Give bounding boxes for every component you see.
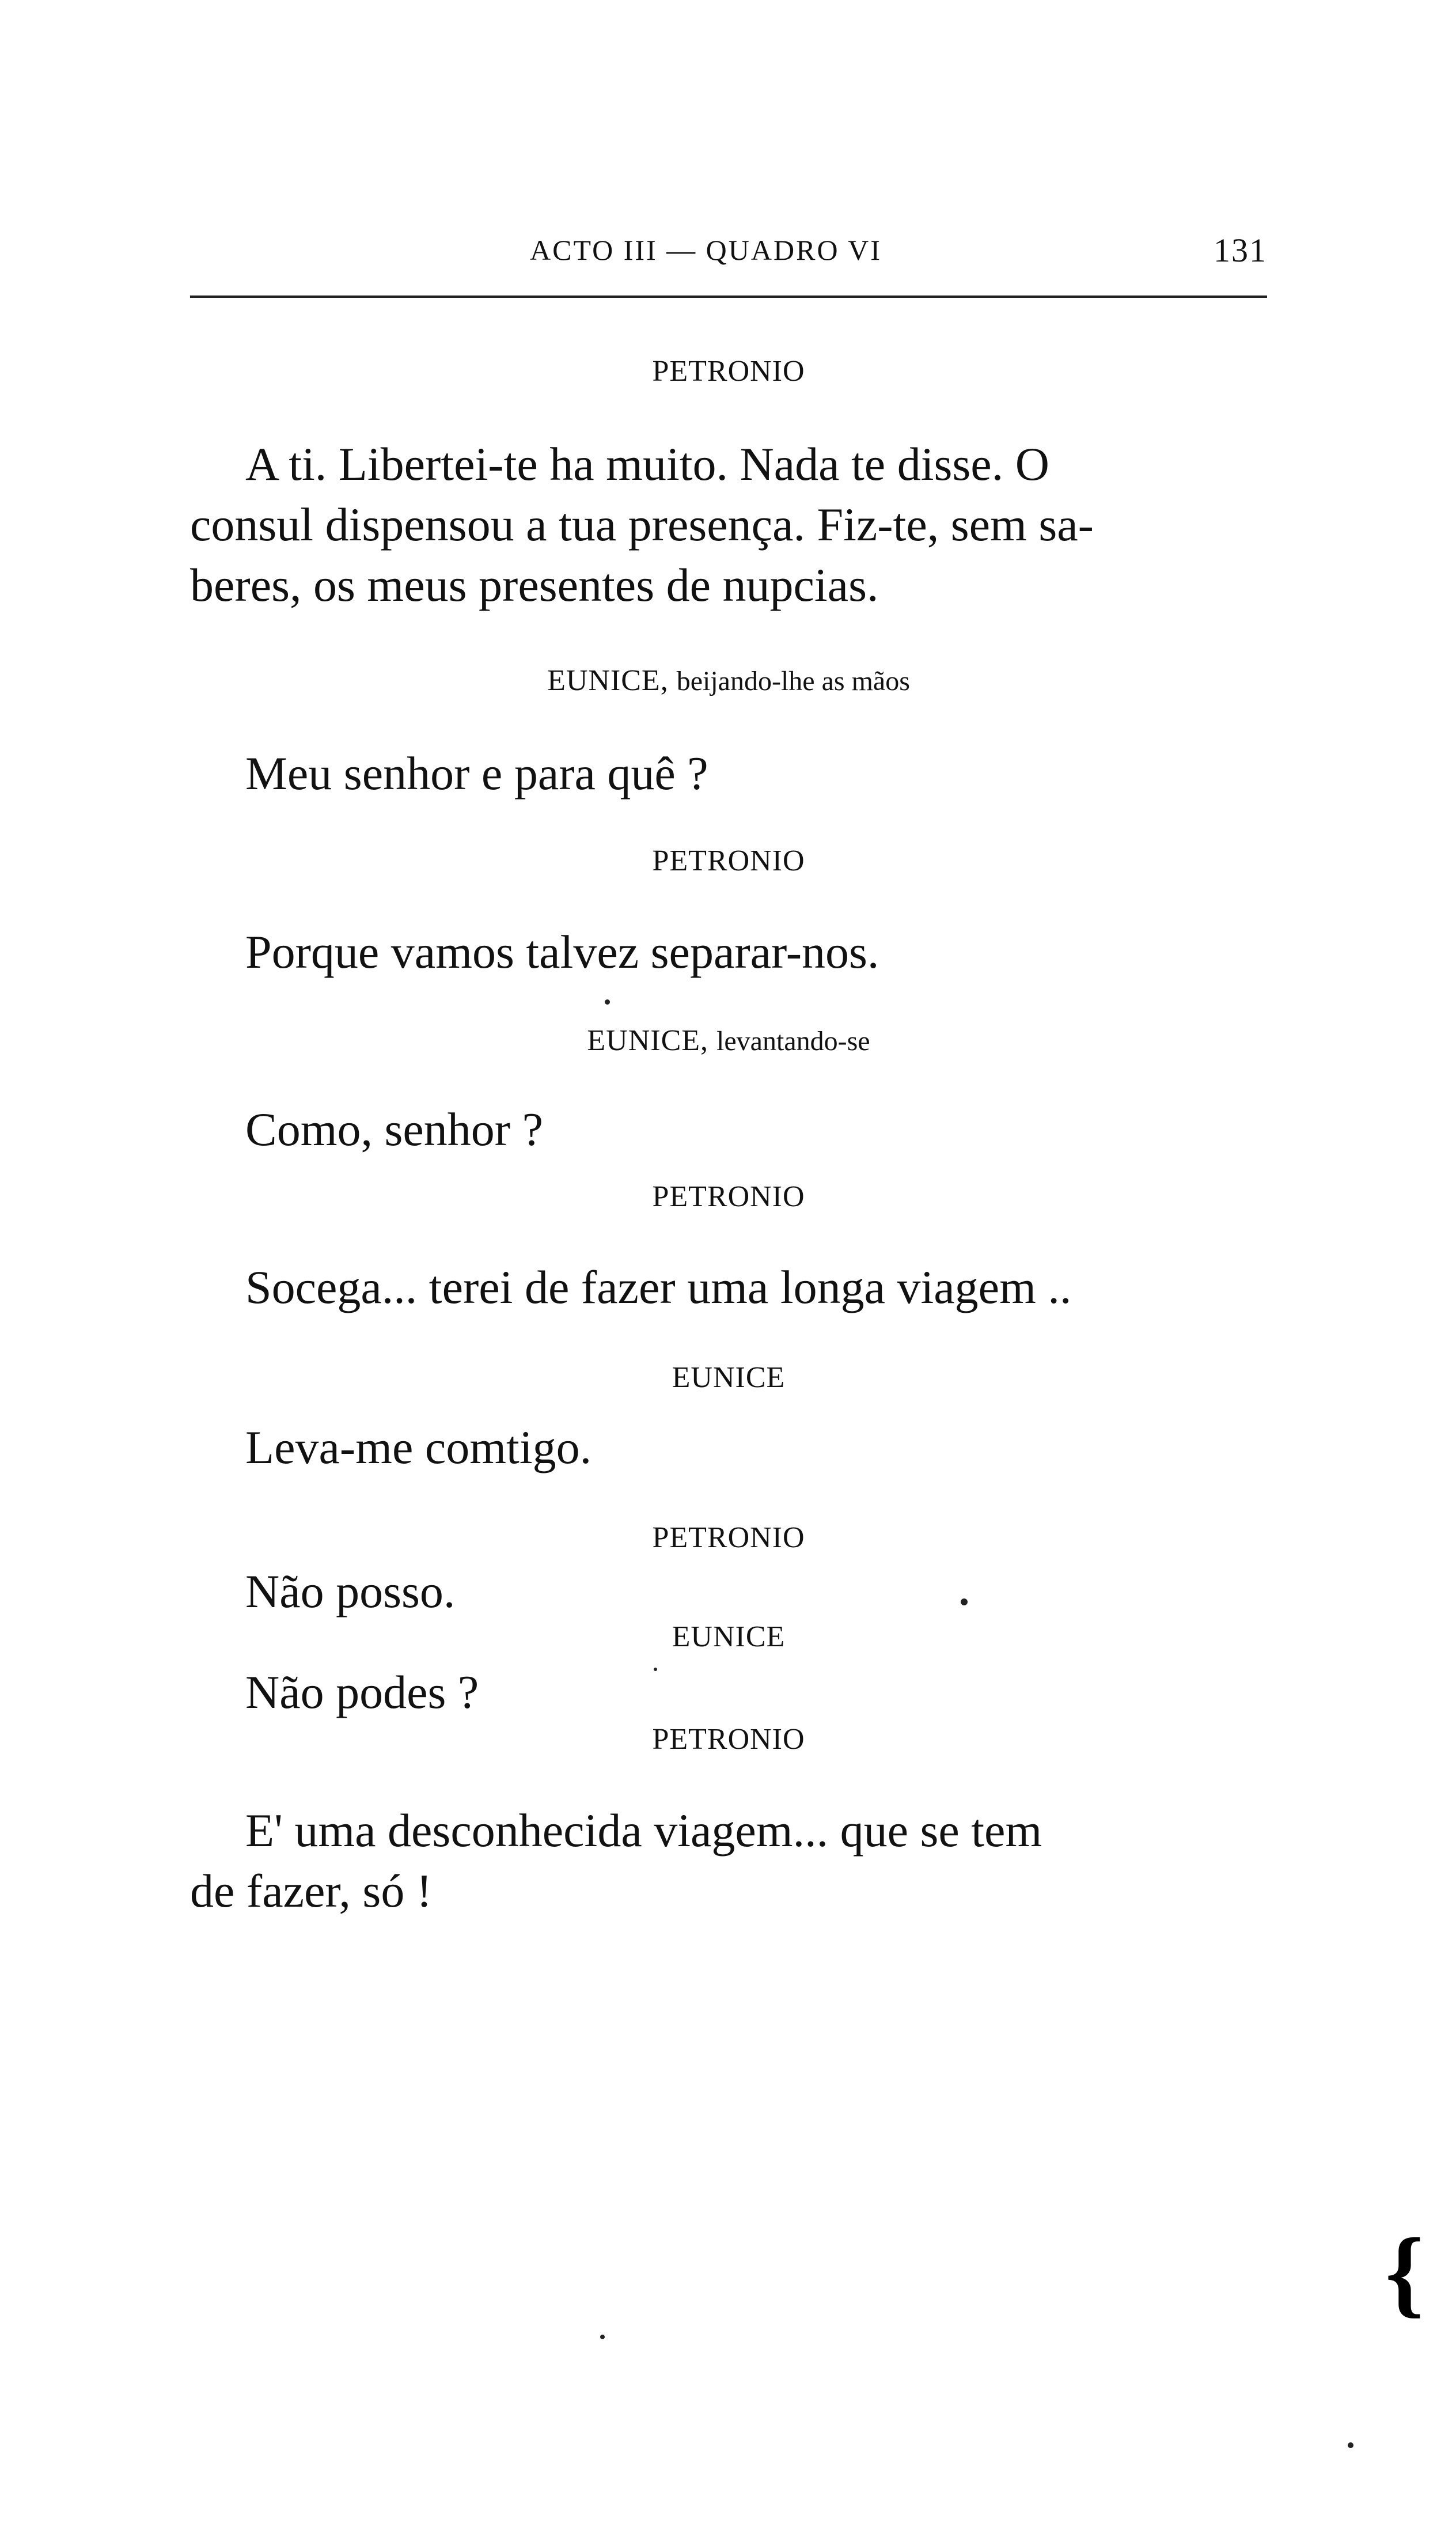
speaker-heading (190, 664, 1267, 698)
speaker-name: EUNICE, (587, 1024, 709, 1057)
running-head: ACTO III — QUADRO VI (530, 234, 882, 266)
page-number: 131 (1214, 232, 1267, 269)
speaker-heading (190, 844, 1267, 878)
scan-speck (961, 1598, 968, 1605)
speaker-heading (190, 1024, 1267, 1058)
speech-line: de fazer, só ! (190, 1865, 433, 1917)
page-header (190, 228, 1267, 297)
speech-line: Leva-me comtigo. (245, 1421, 592, 1473)
speech-line: A ti. Libertei-te ha muito. Nada te disse. O (245, 438, 1049, 490)
speaker-heading (190, 1620, 1267, 1654)
stage-direction: beijando-lhe as mãos (676, 666, 910, 696)
stage-direction: levantando-se (716, 1026, 870, 1056)
scan-speck (600, 2335, 605, 2339)
scan-speck (654, 1668, 657, 1671)
speaker-name: EUNICE, (547, 664, 669, 697)
speech-line: Meu senhor e para quê ? (245, 747, 708, 800)
speaker-name: PETRONIO (652, 844, 805, 877)
speech-line: consul dispensou a tua presença. Fiz-te, sem sa- (190, 498, 1094, 551)
speaker-heading (190, 1361, 1267, 1395)
speaker-name: EUNICE (672, 1620, 786, 1653)
speech-line: Porque vamos talvez separar-nos. (245, 926, 879, 978)
speaker-name: PETRONIO (652, 355, 805, 388)
speaker-heading (190, 1180, 1267, 1214)
scan-speck (1348, 2442, 1353, 2448)
scan-speck (605, 999, 610, 1005)
speaker-heading (190, 1722, 1267, 1756)
page-edge-mark: { (1385, 2218, 1424, 2327)
speech-line: Não podes ? (245, 1666, 479, 1718)
speaker-heading (190, 354, 1267, 388)
speaker-name: EUNICE (672, 1361, 786, 1394)
speech-line: E' uma desconhecida viagem... que se tem (245, 1804, 1042, 1857)
speaker-name: PETRONIO (652, 1180, 805, 1213)
speaker-heading (190, 1521, 1267, 1555)
speech-line: beres, os meus presentes de nupcias. (190, 559, 879, 611)
speaker-name: PETRONIO (652, 1521, 805, 1554)
speech-line: Socega... terei de fazer uma longa viagem .. (245, 1261, 1072, 1313)
header-rule (190, 296, 1267, 298)
speech-line: Não posso. (245, 1565, 456, 1617)
speech-line: Como, senhor ? (245, 1103, 543, 1156)
speaker-name: PETRONIO (652, 1723, 805, 1756)
